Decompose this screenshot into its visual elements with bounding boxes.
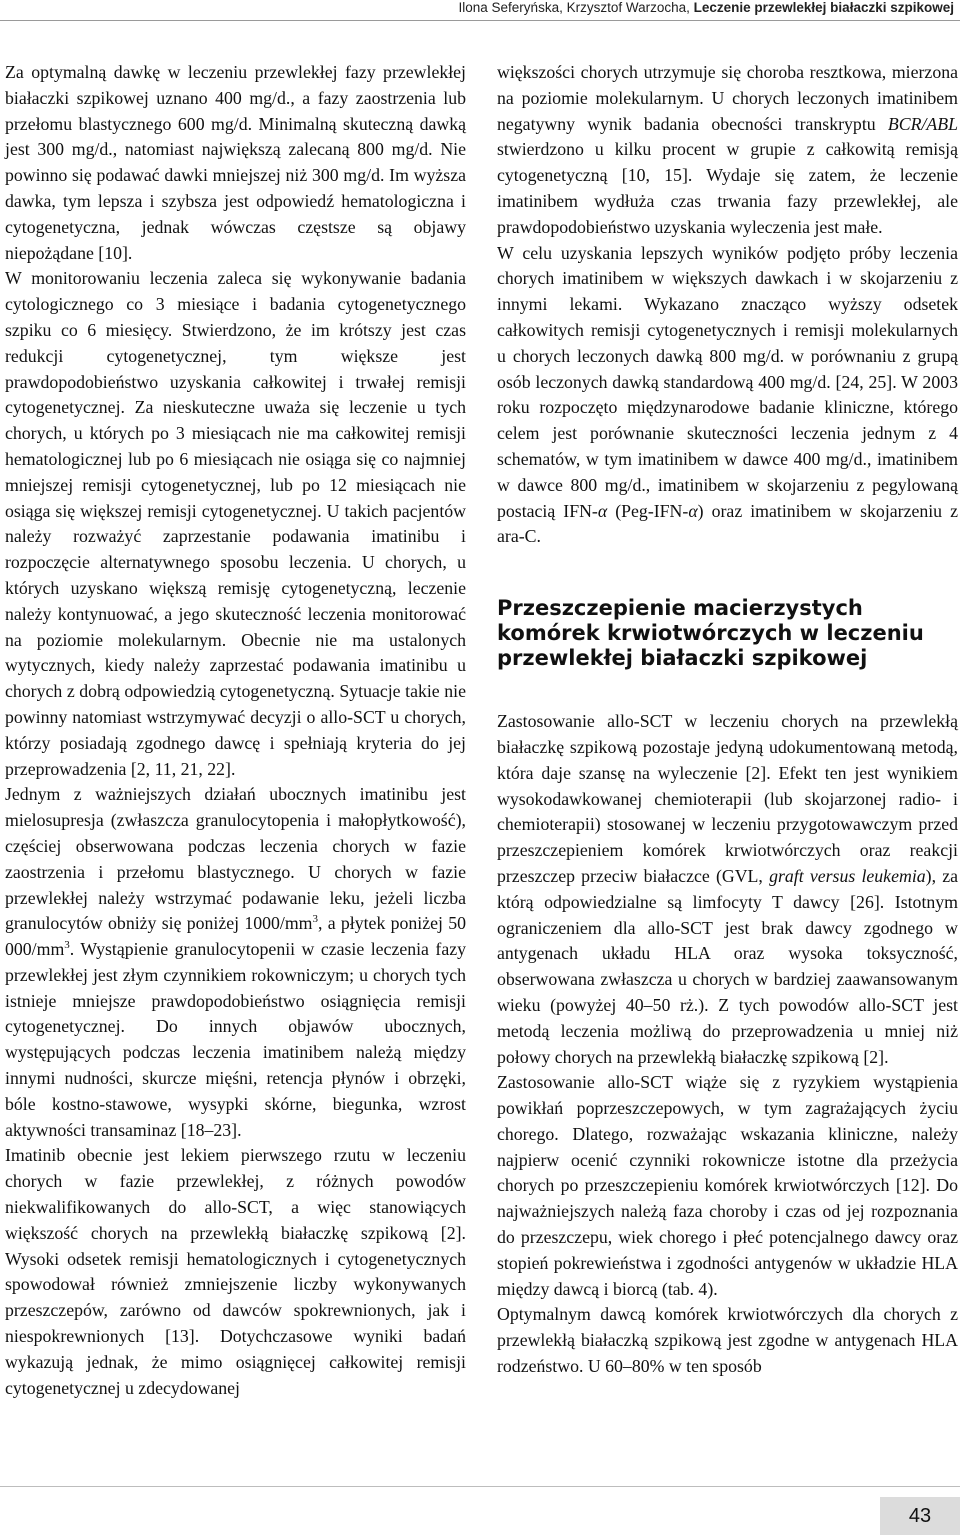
paragraph-optimal-donor: Optymalnym dawcą komórek krwiotwórczych dla chorych z przewlekłą białaczką szpikową jest zgodne w antygenach HLA rodzeństwo. U 60–80% w ten sposób	[497, 1304, 958, 1377]
paragraph-allo-sct: Zastosowanie allo-SCT w leczeniu chorych na przewlekłą białaczkę szpikową pozostaje jedyną udokumentowaną metodą, która daje szansę na wyleczenie [2]. Efekt ten jest wynikiem wysokodawkowanej chemioterapii (lub skojarzonej radio- i chemioterapii) stosowanej w leczeniu przygotowawczym przed przeszczepieniem komórek krwiotwórczych oraz reakcji przeszczep przeciw białaczce (GVL, graft versus leukemia), za którą odpowiedzialne są limfocyty T dawcy [26]. Istotnym ograniczeniem dla allo-SCT jest brak dawcy zgodnego w antygenach układu HLA oraz wysoka toksyczność, obserwowana zwłaszcza u chorych w bardziej zaawansowanym wieku (powyżej 40–50 rż.). Z tych powodów allo-SCT jest metodą leczenia możliwą do przeprowadzenia u mniej niż połowy chorych na przewlekłą białaczkę szpikową [2].	[497, 711, 959, 1067]
header-title: Leczenie przewlekłej białaczki szpikowej	[693, 0, 954, 15]
paragraph-complications: Zastosowanie allo-SCT wiąże się z ryzykiem wystąpienia powikłań poprzeszczepowych, w tym zagrażających życiu chorego. Dlatego, rozważając wskazania kliniczne, należy najpierw ocenić czynniki rokownicze istotne dla przeżycia chorych po przeszczepieniu komórek krwiotwórczych [12]. Do najważniejszych należą faza choroby i czas od jej rozpoznania do przeszczepu, wiek chorego i płeć potencjalnego dawcy oraz stopień pokrewieństwa i zgodności antygenów w układzie HLA między dawcą i biorcą (tab. 4).	[497, 1072, 958, 1299]
header-divider	[0, 20, 960, 21]
page-number: 43	[880, 1497, 960, 1535]
running-header	[0, 0, 960, 20]
paragraph-monitoring: W monitorowaniu leczenia zaleca się wykonywanie badania cytologicznego co 3 miesiące i badania cytogenetycznego szpiku co 6 miesięcy. Stwierdzono, że im krótszy jest czas redukcji cytogenetycznej, tym większe jest prawdopodobieństwo uzyskania całkowitej i trwałej remisji cytogenetycznej. Za nieskuteczne uważa się leczenie u tych chorych, u których po 3 miesiącach nie ma całkowitej remisji hematologicznej lub po 6 miesiącach nie osiąga się co najmniej mniejszej remisji cytogenetycznej, lub po 12 miesiącach nie osiąga się większej remisji cytogenetycznej. U takich pacjentów należy rozważyć zaprzestanie podawania imatinibu i rozpoczęcie alternatywnego sposobu leczenia. U chorych, u których uzyskano większą remisję cytogenetyczną, leczenie należy kontynuować, a jego skuteczność leczenia monitorować na poziomie molekularnym. Obecnie nie ma ustalonych wytycznych, kiedy należy zaprzestać podawania imatinibu u chorych z dobrą odpowiedzią cytogenetyczną. Sytuacje takie nie powinny natomiast wstrzymywać decyzji o allo-SCT u chorych, którzy posiadają zgodnego dawcę i spełniają kryteria do jej przeprowadzenia [2, 11, 21, 22].	[5, 268, 466, 779]
italic-term: graft versus leukemia	[769, 865, 926, 886]
paragraph-higher-doses: W celu uzyskania lepszych wyników podjęto próby leczenia chorych imatinibem w większych dawkach i w skojarzeniu z innymi lekami. Wykazano znacząco wyższy odsetek całkowitych remisji cytogenetycznych i remisji molekularnych u chorych leczonych dawką 800 mg/d. w porównaniu z grupą osób leczonych dawką standardową 400 mg/d. [24, 25]. W 2003 roku rozpoczęto międzynarodowe badanie kliniczne, którego celem jest porównanie skuteczności leczenia jednym z 4 schematów, w tym imatinibem w dawce 400 mg/d., imatinibem w dawce 800 mg/d., imatinibem w skojarzeniu z pegylowaną postacią IFN-α (Peg-IFN-α) oraz imatinibem w skojarzeniu z ara-C.	[497, 242, 958, 547]
paragraph-dosage: Za optymalną dawkę w leczeniu przewlekłej fazy przewlekłej białaczki szpikowej uznano 400 mg/d., a fazy zaostrzenia lub przełomu blastycznego 600 mg/d. Minimalną skuteczną dawką jest 300 mg/d., natomiast największą zalecaną 800 mg/d. Nie powinno się podawać dawki mniejszej niż 300 mg/d. Im wyższa dawka, tym lepsza i szybsza jest odpowiedź hematologiczna i cytogenetyczna, jednak wówczas częstsze są objawy niepożądane [10].	[5, 62, 466, 263]
header-authors: Ilona Seferyńska, Krzysztof Warzocha,	[458, 0, 690, 15]
paragraph-first-line: Imatinib obecnie jest lekiem pierwszego rzutu w leczeniu chorych w fazie przewlekłej, z różnych powodów niekwalifikowanych do allo-SCT, a więc stanowiących większość chorych na przewlekłą białaczkę szpikową [2]. Wysoki odsetek remisji hematologicznych i cytogenetycznych spowodował również zmniejszenie liczby wykonywanych przeszczepów, zarówno od dawców spokrewnionych, jak i niespokrewnionych [13]. Dotychczasowe wyniki badań wykazują jednak, że mimo osiągnięcej całkowitej remisji cytogenetycznej u zdecydowanej	[5, 1145, 466, 1398]
paragraph-residual-disease: większości chorych utrzymuje się choroba resztkowa, mierzona na poziomie molekularnym. U chorych leczonych imatinibem negatywny wynik badania obecności transkryptu BCR/ABL stwierdzono u kilku procent w grupie z całkowitą remisją cytogenetyczną [10, 15]. Wydaje się zatem, że leczenie imatinibem wydłuża czas trwania fazy przewlekłej, ale prawdopodobieństwo uzyskania wyleczenia jest małe.	[497, 62, 958, 237]
gene-name: BCR/ABL	[887, 113, 958, 134]
left-column	[5, 60, 466, 1401]
paragraph-side-effects: Jednym z ważniejszych działań ubocznych imatinibu jest mielosupresja (zwłaszcza granulocytopenia i małopłytkowość), częściej obserwowana podczas leczenia chorych w fazie zaostrzenia i przełomu blastycznego. U chorych w fazie przewlekłej należy wstrzymać podawanie leku, jeżeli liczba granulocytów obniży się poniżej $1000/mm^3$, a płytek poniżej 50 $000/mm^3$. Wystąpienie granulocytopenii w czasie leczenia fazy przewlekłej jest złym czynnikiem rokowniczym; u chorych tych istnieje mniejsze prawdopodobieństwo osiągnięcia remisji cytogenetycznej. Do innych objawów ubocznych, występujących podczas leczenia imatinibem należą między innymi nudności, skurcze mięśni, retencja płynów i obrzęki, bóle kostno-stawowe, wysypki skórne, biegunka, wzrost aktywności transaminaz [18–23].	[5, 784, 467, 1140]
section-heading: Przeszczepienie macierzystych komórek krwiotwórczych w leczeniu przewlekłej białaczki szpikowej	[497, 596, 924, 671]
right-column	[497, 60, 958, 1380]
footer-divider	[0, 1486, 960, 1487]
